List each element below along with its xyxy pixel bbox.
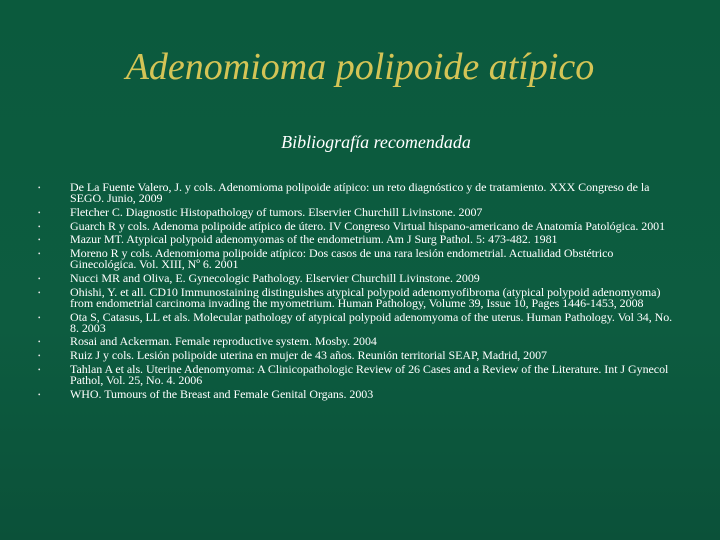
bullet-icon: • (38, 365, 41, 374)
list-item (38, 309, 680, 335)
list-item (38, 182, 680, 204)
list-item (38, 361, 680, 388)
reference-text: Nucci MR and Oliva, E. Gynecologic Pathology. Elservier Churchill Livinstone. 2009 (70, 270, 480, 285)
bullet-icon: • (38, 222, 41, 231)
reference-text: De La Fuente Valero, J. y cols. Adenomioma polipoide atípico: un reto diagnóstico y de tratamiento. XXX Congreso de la SEGO. Junio, 2009 (70, 180, 650, 206)
list-item (38, 386, 680, 401)
bullet-icon: • (38, 274, 41, 283)
slide-title: Adenomioma polipoide atípico (125, 46, 595, 88)
bullet-icon: • (38, 208, 41, 217)
reference-text: WHO. Tumours of the Breast and Female Genital Organs. 2003 (70, 386, 374, 401)
list-item (38, 270, 680, 285)
bullet-icon: • (38, 236, 41, 245)
bullet-icon: • (38, 250, 41, 259)
reference-text: Mazur MT. Atypical polypoid adenomyomas of the endometrium. Am J Surg Pathol. 5: 473-482. 1981 (70, 232, 558, 247)
list-item (38, 336, 680, 347)
bullet-icon: • (38, 288, 41, 297)
reference-text: Ohishi, Y. et all. CD10 Immunostaining distinguishes atypical polypoid adenomyofibroma (atypical polypoid adenomyoma) from endometrial carcinoma invading the myometrium. Human Pathology, Volume 39, Issue 10, Pages 1446-1453, 2008 (70, 284, 661, 310)
slide-subtitle: Bibliografía recomendada (281, 132, 471, 152)
reference-text: Rosai and Ackerman. Female reproductive system. Mosby. 2004 (70, 334, 377, 349)
bullet-icon: • (38, 313, 41, 322)
reference-text: Ruiz J y cols. Lesión polipoide uterina en mujer de 43 años. Reunión territorial SEAP, Madrid, 2007 (70, 348, 547, 363)
reference-list (38, 182, 680, 402)
list-item (38, 350, 680, 361)
bullet-icon: • (38, 184, 41, 192)
reference-text: Tahlan A et als. Uterine Adenomyoma: A Clinicopathologic Review of 26 Cases and a Review of the Literature. Int J Gynecol Pathol, Vol. 25, No. 4. 2006 (70, 361, 669, 388)
list-item (38, 218, 680, 233)
reference-text: Moreno R y cols. Adenomioma polipoide atípico: Dos casos de una rara lesión endometrial. Actualidad Obstétrico Ginecológica. Vol. XIII, Nº 6. 2001 (70, 246, 614, 272)
list-item (38, 284, 680, 310)
list-item (38, 234, 680, 245)
reference-text: Guarch R y cols. Adenoma polipoide atípico de útero. IV Congreso Virtual hispano-americano de Anatomía Patológica. 2001 (70, 218, 666, 233)
list-item (38, 248, 680, 270)
list-item (38, 204, 680, 219)
bullet-icon: • (38, 338, 41, 347)
bullet-icon: • (38, 352, 41, 361)
reference-text: Fletcher C. Diagnostic Histopathology of tumors. Elservier Churchill Livinstone. 2007 (70, 204, 483, 219)
reference-text: Ota S, Catasus, LL et als. Molecular pathology of atypical polypoid adenomyoma of the uterus. Human Pathology. Vol 34, No. 8. 2003 (70, 309, 673, 335)
bullet-icon: • (38, 390, 41, 399)
